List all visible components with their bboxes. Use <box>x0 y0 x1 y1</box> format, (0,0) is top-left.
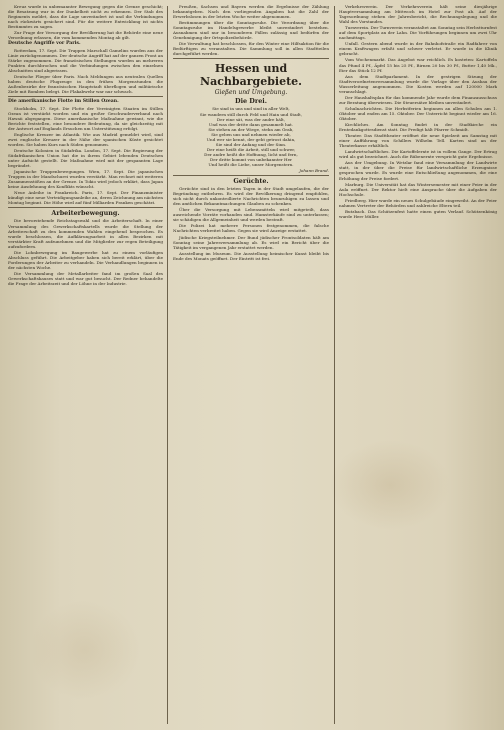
column-rule <box>334 6 335 724</box>
article-paragraph: Kreuz wurde in unbemannter Bewegung gegen die Grenze geschickt; die Besatzung war in der Dunkelheit nicht zu erkennen. Der Stab des Regiments meldet, dass die Lage unverändert ist und die Verbindungen nach rückwärts gesichert sind. Für die weitere Entwicklung ist nichts Bestimmtes zu sagen. <box>8 4 163 30</box>
poem <box>173 106 329 167</box>
section-masthead: Hessen und Nachbargebiete. <box>200 62 302 89</box>
section-divider <box>173 58 329 59</box>
article-paragraph: Englische Kreuzer im Atlantik. Wie aus Madrid gemeldet wird, sind zwei englische Kreuzer in der Nähe der spanischen Küste gesichtet worden. Sie haben Kurs nach Süden genommen. <box>8 131 163 147</box>
article-paragraph: Landwirtschaftliches. Die Kartoffelernte ist in vollem Gange. Der Ertrag wird als gut bezeichnet. Auch die Rübenernte verspricht gute Ergebnisse. <box>339 149 497 160</box>
article-paragraph: Rotterdam, 17. Sept. Die Truppen Marschall Gamelins wurden aus der Linie zurückgenommen. Der deutsche Angriff hat auf der ganzen Front an Stärke zugenommen. Die französischen Stellungen wurden an mehreren Punkten durchbrochen und die Verbindungen zwischen den einzelnen Abschnitten sind abgerissen. <box>8 47 163 73</box>
poem-line: Sie sind in uns und sind in aller Welt, <box>212 106 290 112</box>
article-paragraph: Verkehrsverein. Der Verkehrsverein hält seine diesjährige Hauptversammlung am Mittwoch im Hotel zur Post ab. Auf der Tagesordnung stehen der Jahresbericht, die Rechnungslegung und die Wahl des Vorstandes. <box>339 4 497 25</box>
article-paragraph: Ausstellung im Museum. Die Ausstellung heimischer Kunst bleibt bis Ende des Monats geöffnet. Der Eintritt ist frei. <box>173 250 329 261</box>
article-paragraph: Der Haushaltsplan für das kommende Jahr wurde dem Finanzausschuss zur Beratung überwiesen. Die Steuersätze bleiben unverändert. <box>339 94 497 105</box>
poem-author: Johann Brand. <box>299 168 329 174</box>
article-paragraph: Zur Frage der Versorgung der Bevölkerung hat die Behörde eine neue Verordnung erlassen, die vom kommenden Montag ab gilt. <box>8 30 163 41</box>
article-paragraph: Kirchliches. Am Sonntag findet in der Stadtkirche ein Erntedankgottesdienst statt. Die Predigt hält Pfarrer Schmidt. <box>339 122 497 133</box>
article-paragraph: Die Lohnbewegung im Baugewerbe hat zu einem vorläufigen Abschluss geführt. Die Arbeitgeber haben sich bereit erklärt, über die Forderungen der Arbeiter zu verhandeln. Die Verhandlungen beginnen in der nächsten Woche. <box>8 249 163 270</box>
article-paragraph: Butzbach. Das Schützenfest hatte einen guten Verlauf. Schützenkönig wurde Herr Müller. <box>339 208 497 219</box>
article-paragraph: Deutsche Kolonien in Südafrika. London, 17. Sept. Die Regierung der Südafrikanischen Union hat die in ihrem Gebiet lebenden Deutschen unter Aufsicht gestellt. Die Maßnahme wird mit der gespannten Lage begründet. <box>8 147 163 169</box>
article-paragraph: Marburg. Die Universität hat das Wintersemester mit einer Feier in der Aula eröffnet. Der Rektor hielt eine Ansprache über die Aufgaben der Hochschule. <box>339 181 497 197</box>
article-paragraph: Turnverein. Der Turnverein veranstaltet am Sonntag sein Herbstturnfest auf dem Sportplatz an der Lahn. Die Vorführungen beginnen um zwei Uhr nachmittags. <box>339 25 497 41</box>
article-headline: Die amerikanische Flotte im Stillen Ozean. <box>8 99 119 105</box>
section-headline: Arbeiterbewegung. <box>51 209 120 218</box>
article-paragraph: Die bevorstehende Reichstagswahl und die Arbeiterschaft. In einer Versammlung des Gewerkschaftskartells wurde die Stellung der Arbeiterschaft zu den kommenden Wahlen eingehend besprochen. Es wurde beschlossen, die Aufklärungsarbeit in allen Bezirken mit verstärkter Kraft aufzunehmen und die Mitglieder zur regen Beteiligung aufzufordern. <box>8 218 163 249</box>
article-paragraph: Die Polizei hat mehrere Personen festgenommen, die falsche Nachrichten verbreitet haben. Gegen sie wird Anzeige erstattet. <box>173 223 329 234</box>
column-rule <box>167 6 168 724</box>
article-paragraph: Bestimmungen über die Sonntagsruhe. Die Verordnung über die Sonntagsruhe im Handelsgewerbe bleibt unverändert bestehen. Ausnahmen sind nur in besonderen Fällen zulässig und bedürfen der Genehmigung der Ortspolizeibehörde. <box>173 20 329 41</box>
poem-line: Der eine sät, was der andre hält, <box>216 116 286 122</box>
article-paragraph: Gerüchte sind in den letzten Tagen in der Stadt umgelaufen, die der Begründung entbehren. Es wird der Bevölkerung dringend empfohlen, sich nicht durch unkontrollierte Nachrichten beunruhigen zu lassen und den amtlichen Bekanntmachungen Glauben zu schenken. <box>173 186 329 207</box>
section-divider <box>8 96 163 97</box>
poem-line: Und was der dritte dann gesammelt hat. <box>208 121 294 127</box>
section-divider <box>8 207 163 208</box>
section-subtitle: Gießen und Umgebung. <box>214 89 288 97</box>
article-paragraph: Neue Anleihe in Frankreich. Paris, 17. Sept. Der Finanzminister kündigt eine neue Verteidigungsanleihe an, deren Zeichnung am nächsten Montag beginnt. Die Höhe wird auf fünf Milliarden Franken geschätzt. <box>8 190 163 206</box>
column-right <box>339 4 497 726</box>
article-paragraph: Die Verwaltung hat beschlossen, für den Winter eine Hilfsaktion für die Bedürftigen zu veranstalten. Die Sammlung soll in allen Stadtteilen durchgeführt werden. <box>173 41 329 57</box>
article-paragraph: Aus dem Stadtparlament. In der gestrigen Sitzung der Stadtverordnetenversammlung wurde die Vorlage über den Ausbau der Wasserleitung angenommen. Die Kosten werden auf 120000 Mark veranschlagt. <box>339 73 497 94</box>
column-left <box>8 4 163 726</box>
poem-line: Sie geben uns und nehmen wieder ab, <box>211 131 291 137</box>
article-paragraph: Schulnachrichten. Die Herbstferien beginnen an allen Schulen am 1. Oktober und enden am 15. Oktober. Der Unterricht beginnt wieder am 16. Oktober. <box>339 105 497 121</box>
poem-title: Die Drei. <box>235 97 267 106</box>
article-paragraph: Jüdische Kriegsteilnehmer. Der Bund jüdischer Frontsoldaten hält am Sonntag seine Jahresversammlung ab. Es wird ein Bericht über die Tätigkeit im vergangenen Jahr erstattet werden. <box>173 234 329 250</box>
poem-line: Sie wandern still durch Feld und Hain und Stadt, <box>199 111 303 117</box>
article-paragraph: Friedberg. Hier wurde ein neues Schulgebäude eingeweiht. An der Feier nahmen Vertreter der Behörden und zahlreiche Eltern teil. <box>339 197 497 208</box>
article-paragraph: Preußen, Sachsen und Bayern werden die Ergebnisse der Zählung bekanntgeben. Nach den vorliegenden Angaben hat die Zahl der Erwerbslosen in der letzten Woche weiter abgenommen. <box>173 4 329 20</box>
poem-line: Sie sind der Anfang und der Sinn. <box>215 141 287 147</box>
section-divider <box>173 175 329 176</box>
poem-line: Und wer sie kennt, der geht getrost dahin, <box>206 136 296 142</box>
article-paragraph: Die Versammlung der Metallarbeiter fand im großen Saal des Gewerkschaftshauses statt und war gut besucht. Der Redner behandelte die Frage der Arbeitszeit und der Löhne in der Industrie. <box>8 270 163 287</box>
article-paragraph: Vom Wochenmarkt. Das Angebot war reichlich. Es kosteten: Kartoffeln das Pfund 4 Pf., Äpfel 15 bis 25 Pf., Birnen 20 bis 30 Pf., Butter 1,40 Mk., Eier das Stück 12 Pf. <box>339 57 497 73</box>
poem-line: Der eine heißt die Arbeit, still und schwer, <box>206 146 296 152</box>
section-headline: Gerüchte. <box>233 177 269 186</box>
article-paragraph: Theater. Das Stadttheater eröffnet die neue Spielzeit am Samstag mit einer Aufführung von Schillers Wilhelm Tell. Karten sind an der Theaterkasse erhältlich. <box>339 133 497 149</box>
article-paragraph: Unfall. Gestern abend wurde in der Bahnhofstraße ein Radfahrer von einem Kraftwagen erfaßt und schwer verletzt. Er wurde in die Klinik gebracht. <box>339 41 497 57</box>
poem-line: Der andre heißt die Hoffnung, licht und fern, <box>204 151 298 157</box>
poem-line: Der dritte kommt von unbekannter Her <box>209 156 293 162</box>
article-headline: Deutsche Angriffe vor Paris. <box>8 41 81 47</box>
article-paragraph: Stockholm, 17. Sept. Die Flotte der Vereinigten Staaten im Stillen Ozean ist verstärkt worden und ein großer Geschwaderverband nach Hawaii abgegangen. Diese amerikanische Maßnahme gewinnt, wie die Berichte feststellen, eine besondere Bedeutung, da sie gleichzeitig mit der Antwort auf Englands Ersuchen um Unterstützung erfolgt. <box>8 105 163 131</box>
article-paragraph: Aus der Umgebung. In Wetzlar fand eine Versammlung der Landwirte statt, in der über die Preise für landwirtschaftliche Erzeugnisse gesprochen wurde. Es wurde eine Entschließung angenommen, die eine Erhöhung der Preise fordert. <box>339 160 497 181</box>
poem-line: Sie stehen an der Wiege, stehn am Grab, <box>208 126 294 132</box>
article-paragraph: Deutsche Flieger über Paris. Nach Meldungen aus neutralen Quellen haben deutsche Flugzeuge in den frühen Morgenstunden die Außenbezirke der französischen Hauptstadt überflogen und militärische Ziele mit Bomben belegt. Die Flakabwehr war nur schwach. <box>8 73 163 95</box>
column-middle <box>173 4 329 726</box>
article-paragraph: Über die Versorgung mit Lebensmitteln wird mitgeteilt, dass ausreichende Vorräte vorhanden sind. Hamsterkäufe sind zu unterlassen; sie schädigen die Allgemeinheit und werden bestraft. <box>173 207 329 223</box>
poem-line: Und heißt die Liebe, unser Morgenstern. <box>208 161 294 167</box>
article-paragraph: Japanische Truppenbewegungen. Wien, 17. Sept. Die japanischen Truppen in der Mandschurei wurden verstärkt. Man rechnet mit weiteren Zusammenstößen an der Grenze. In Tokio wird jedoch erklärt, dass Japan keine Ausdehnung des Konflikts wünscht. <box>8 169 163 190</box>
